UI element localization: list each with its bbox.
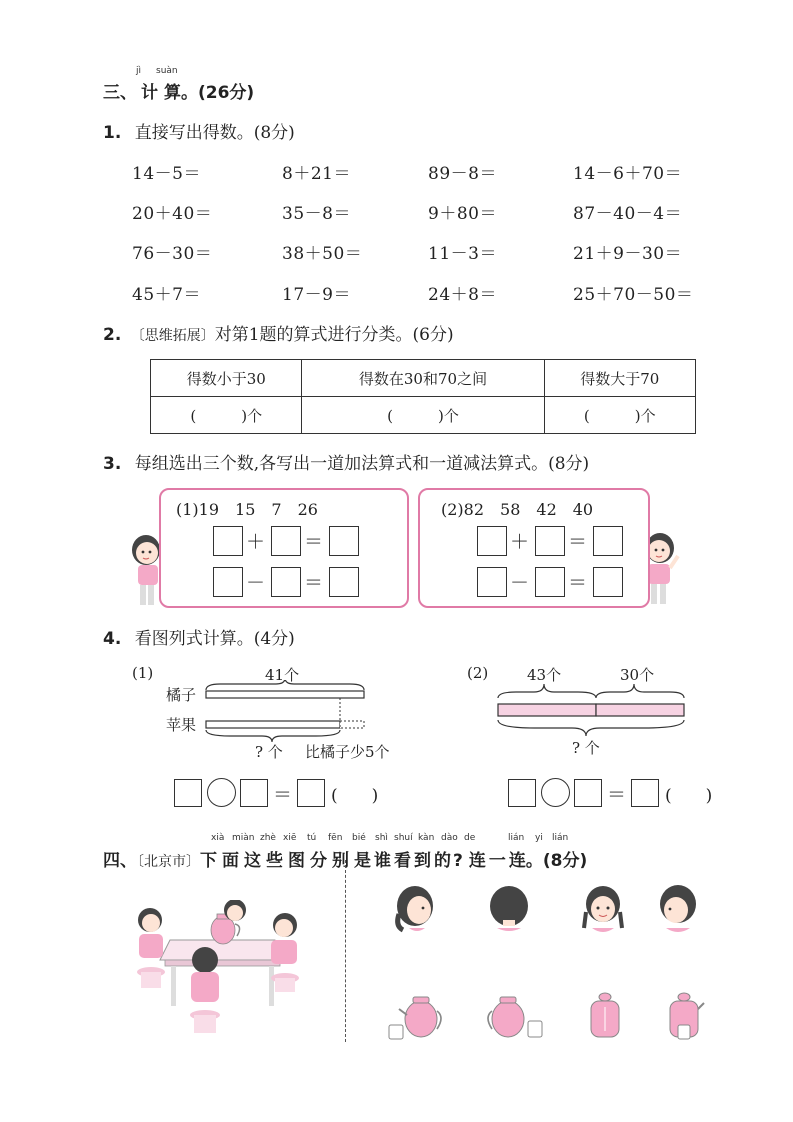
answer-box[interactable] <box>535 567 565 597</box>
q4-heading <box>103 624 295 649</box>
girl-side-view-icon <box>393 884 439 934</box>
section3-number: 三、 <box>103 83 137 103</box>
pinyin: fēn <box>328 833 343 843</box>
q1-expr-r4-c2: 17－9＝ <box>282 285 351 305</box>
q4-part1-question: ? 个 <box>255 743 283 761</box>
answer-box[interactable] <box>574 779 602 807</box>
q3-heading <box>103 449 589 474</box>
q1-expr-r4-c1: 45＋7＝ <box>132 285 201 305</box>
bar-model-1 <box>200 680 370 742</box>
plus-sign: ＋ <box>246 531 266 553</box>
question-mark: ? <box>453 851 463 871</box>
answer-box[interactable] <box>174 779 202 807</box>
pinyin: xià <box>211 833 225 843</box>
pinyin: lián <box>552 833 569 843</box>
boy-side-view-icon <box>656 884 702 936</box>
q4-number: 4. <box>103 629 122 649</box>
q4-part1-top-count: 41个 <box>265 666 300 684</box>
pinyin: xiē <box>283 833 297 843</box>
table-header-cell: 得数大于70 <box>544 360 695 397</box>
pinyin: de <box>464 833 476 843</box>
heading-char: 看 <box>394 851 411 871</box>
pinyin: zhè <box>260 833 276 843</box>
equals-sign: ＝ <box>304 531 324 553</box>
heading-char: 连 <box>468 851 486 871</box>
group1-numbers: (1)19 15 7 26 <box>176 500 318 519</box>
divider <box>345 860 346 1042</box>
q4-part1-label: (1) <box>132 664 154 682</box>
equals-sign: ＝ <box>568 572 588 594</box>
operator-circle[interactable] <box>541 778 570 807</box>
q2-tag: 〔思维拓展〕 <box>130 328 215 344</box>
q2-number: 2. <box>103 325 122 345</box>
answer-box[interactable] <box>477 567 507 597</box>
answer-box[interactable] <box>213 526 243 556</box>
label-apples: 苹果 <box>166 716 197 734</box>
heading-char: 的 <box>434 851 451 871</box>
answer-box[interactable] <box>329 567 359 597</box>
pinyin: yi <box>535 833 543 843</box>
q1-expr-r1-c3: 89－8＝ <box>428 164 497 184</box>
section3-heading <box>103 78 254 103</box>
q2-heading <box>103 320 454 345</box>
table-header-cell: 得数小于30 <box>151 360 302 397</box>
teapot-view-3-icon <box>585 985 625 1043</box>
heading-char: 谁 <box>374 851 391 871</box>
heading-char: 图 <box>288 851 305 871</box>
q1-expr-r1-c1: 14－5＝ <box>132 164 201 184</box>
q1-expr-r1-c4: 14－6＋70＝ <box>573 164 683 184</box>
pinyin: miàn <box>232 833 255 843</box>
bar-model-2 <box>494 680 688 740</box>
pinyin: kàn <box>418 833 435 843</box>
q1-expr-r3-c2: 38＋50＝ <box>282 244 363 264</box>
section4-tag: 〔北京市〕 <box>137 854 200 870</box>
answer-box[interactable] <box>508 779 536 807</box>
heading-char: 些 <box>266 851 283 871</box>
plus-sign: ＋ <box>510 531 530 553</box>
boy-back-view-icon <box>487 884 531 934</box>
answer-box[interactable] <box>271 567 301 597</box>
section3-char-1: 计 <box>141 83 158 103</box>
pinyin: dào <box>441 833 458 843</box>
q4-part2-question: ? 个 <box>572 739 600 757</box>
q1-expr-r4-c4: 25＋70－50＝ <box>573 285 694 305</box>
table-header-cell: 得数在30和70之间 <box>302 360 544 397</box>
pinyin-suan: suàn <box>156 66 178 76</box>
unit-paren[interactable]: ( ) <box>331 786 379 806</box>
heading-char: 这 <box>244 851 261 871</box>
operator-circle[interactable] <box>207 778 236 807</box>
q1-title: 直接写出得数。(8分) <box>134 123 295 143</box>
table-header-row <box>151 360 696 397</box>
section3-suffix: 。(26分) <box>181 83 255 103</box>
classification-table <box>150 359 696 434</box>
answer-box[interactable] <box>240 779 268 807</box>
answer-box[interactable] <box>297 779 325 807</box>
q1-expr-r2-c3: 9＋80＝ <box>428 204 497 224</box>
heading-char: 面 <box>222 851 239 871</box>
pinyin: bié <box>352 833 366 843</box>
pinyin: shì <box>375 833 388 843</box>
answer-cell-2[interactable]: ( )个 <box>302 397 544 434</box>
q1-number: 1. <box>103 123 122 143</box>
heading-char: 一 <box>488 851 506 871</box>
section4-number: 四、 <box>103 851 137 871</box>
teapot-view-2-icon <box>482 985 548 1043</box>
heading-char: 连 <box>508 851 526 871</box>
q4-part1-note: 比橘子少5个 <box>305 743 390 761</box>
label-oranges: 橘子 <box>166 686 197 704</box>
pinyin: tú <box>307 833 317 843</box>
q1-expr-r3-c3: 11－3＝ <box>428 244 497 264</box>
pinyin-ji: jì <box>136 66 142 76</box>
heading-char: 是 <box>354 851 371 871</box>
q1-expr-r3-c4: 21＋9－30＝ <box>573 244 683 264</box>
q2-title: 对第1题的算式进行分类。(6分) <box>214 325 454 345</box>
answer-box[interactable] <box>271 526 301 556</box>
section3-char-2: 算 <box>164 83 181 103</box>
q1-expr-r1-c2: 8＋21＝ <box>282 164 351 184</box>
q1-expr-r3-c1: 76－30＝ <box>132 244 213 264</box>
girl-front-view-icon <box>580 884 626 936</box>
answer-box[interactable] <box>477 526 507 556</box>
table-answer-row <box>151 397 696 434</box>
heading-char: 到 <box>414 851 431 871</box>
answer-box[interactable] <box>535 526 565 556</box>
teapot-view-4-icon <box>664 985 706 1043</box>
heading-char: 别 <box>332 851 349 871</box>
section4-suffix: 。(8分) <box>525 851 588 871</box>
heading-char: 分 <box>310 851 327 871</box>
heading-char: 下 <box>200 851 217 871</box>
equals-sign: ＝ <box>304 572 324 594</box>
equals-sign: ＝ <box>607 784 627 806</box>
answer-cell-3[interactable]: ( )个 <box>544 397 695 434</box>
teapot-view-1-icon <box>385 985 445 1043</box>
pinyin: lián <box>508 833 525 843</box>
answer-cell-1[interactable]: ( )个 <box>151 397 302 434</box>
pinyin: shuí <box>394 833 413 843</box>
table-scene-illustration <box>125 900 310 1040</box>
answer-box[interactable] <box>631 779 659 807</box>
q4-part2-left-count: 43个 <box>527 666 562 684</box>
q1-expr-r2-c2: 35－8＝ <box>282 204 351 224</box>
equals-sign: ＝ <box>568 531 588 553</box>
q1-expr-r2-c1: 20＋40＝ <box>132 204 213 224</box>
answer-box[interactable] <box>593 526 623 556</box>
group2-numbers: (2)82 58 42 40 <box>441 500 594 519</box>
equals-sign: ＝ <box>273 784 293 806</box>
answer-box[interactable] <box>213 567 243 597</box>
answer-box[interactable] <box>329 526 359 556</box>
q1-expr-r2-c4: 87－40－4＝ <box>573 204 683 224</box>
q3-title: 每组选出三个数,各写出一道加法算式和一道减法算式。(8分) <box>134 454 590 474</box>
minus-sign: － <box>246 572 266 594</box>
q4-title: 看图列式计算。(4分) <box>134 629 295 649</box>
answer-box[interactable] <box>593 567 623 597</box>
q1-heading <box>103 118 295 143</box>
q4-part2-label: (2) <box>467 664 489 682</box>
unit-paren[interactable]: ( ) <box>665 786 713 806</box>
minus-sign: － <box>510 572 530 594</box>
q4-part2-right-count: 30个 <box>620 666 655 684</box>
q3-number: 3. <box>103 454 122 474</box>
q1-expr-r4-c3: 24＋8＝ <box>428 285 497 305</box>
